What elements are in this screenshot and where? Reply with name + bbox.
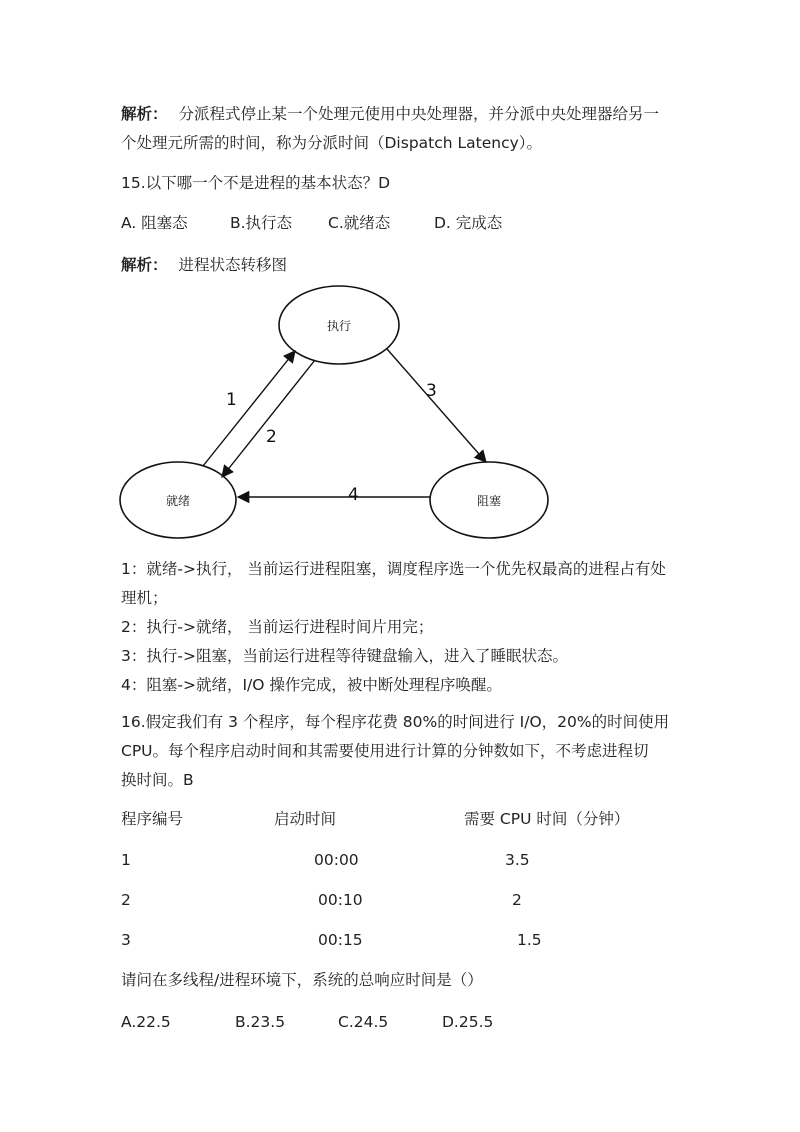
transition-2: 2：执行->就绪， 当前运行进程时间片用完； [121, 618, 434, 636]
transition-1-line-1: 1：就绪->执行， 当前运行进程阻塞，调度程序选一个优先权最高的进程占有处 [121, 560, 666, 578]
explanation-label: 解析： [121, 105, 168, 123]
q16-option-c: C.24.5 [338, 1013, 389, 1031]
table-header-start-time: 启动时间 [274, 810, 337, 828]
table-cell: 3.5 [505, 851, 530, 869]
explanation-2 [121, 254, 287, 276]
q15-option-b: B.执行态 [230, 214, 293, 232]
state-running-label: 执行 [326, 319, 352, 333]
question-15-stem: 15.以下哪一个不是进程的基本状态？D [121, 174, 391, 192]
transition-4: 4：阻塞->就绪，I/O 操作完成，被中断处理程序唤醒。 [121, 676, 502, 694]
arrow-1-label: 1 [226, 390, 237, 410]
q15-option-a: A. 阻塞态 [121, 214, 188, 232]
table-cell: 1.5 [517, 931, 542, 949]
q16-option-a: A.22.5 [121, 1013, 171, 1031]
arrow-3-label: 3 [426, 381, 437, 401]
process-state-diagram [110, 283, 560, 543]
q15-option-d: D. 完成态 [434, 214, 503, 232]
state-blocked-label: 阻塞 [476, 494, 502, 508]
q16-option-b: B.23.5 [235, 1013, 286, 1031]
table-cell: 2 [121, 891, 131, 909]
table-cell: 00:10 [318, 891, 363, 909]
state-ready-label: 就绪 [165, 494, 191, 508]
q15-option-c: C.就绪态 [328, 214, 391, 232]
arrow-1 [203, 351, 295, 466]
arrow-2-label: 2 [266, 427, 277, 447]
explanation-1-line-1 [121, 103, 659, 125]
arrow-2 [222, 360, 315, 477]
explanation-1-line-2: 个处理元所需的时间，称为分派时间（Dispatch Latency）。 [121, 134, 543, 152]
arrow-3 [387, 349, 486, 462]
table-cell: 00:15 [318, 931, 363, 949]
explanation-text: 进程状态转移图 [178, 256, 287, 274]
table-header-program-id: 程序编号 [121, 810, 184, 828]
question-16-line-3: 换时间。B [121, 771, 194, 789]
table-cell: 2 [512, 891, 522, 909]
explanation-text: 分派程式停止某一个处理元使用中央处理器，并分派中央处理器给另一 [178, 105, 659, 123]
q16-option-d: D.25.5 [442, 1013, 494, 1031]
table-cell: 3 [121, 931, 131, 949]
transition-1-line-2: 理机； [121, 589, 168, 607]
arrow-4-label: 4 [348, 485, 359, 505]
question-16-prompt: 请问在多线程/进程环境下，系统的总响应时间是（） [121, 971, 483, 989]
table-cell: 1 [121, 851, 131, 869]
question-16-line-1: 16.假定我们有 3 个程序，每个程序花费 80%的时间进行 I/O，20%的时间使用 [121, 713, 670, 731]
question-16-line-2: CPU。每个程序启动时间和其需要使用进行计算的分钟数如下，不考虑进程切 [121, 742, 649, 760]
explanation-label: 解析： [121, 256, 168, 274]
table-cell: 00:00 [314, 851, 359, 869]
table-header-cpu-time: 需要 CPU 时间（分钟） [464, 810, 630, 828]
transition-3: 3：执行->阻塞，当前运行进程等待键盘输入，进入了睡眠状态。 [121, 647, 568, 665]
